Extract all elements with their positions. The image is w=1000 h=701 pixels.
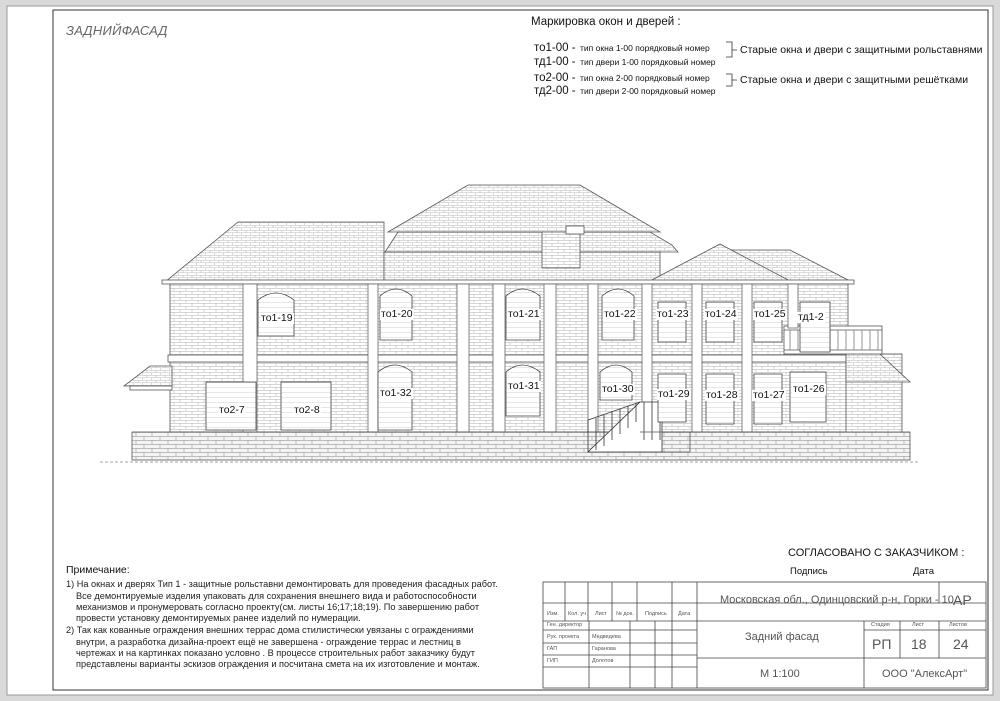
- window-mark: то2-8: [294, 404, 320, 416]
- window-mark: то1-30: [602, 383, 634, 395]
- legend-row: то1-00 - тип окна 1-00 порядковый номер: [534, 42, 710, 54]
- window-mark: то1-25: [754, 308, 786, 320]
- chimney: [542, 232, 580, 268]
- door-td1-2: [800, 302, 830, 352]
- tb-col: Подпись: [645, 611, 667, 617]
- window-mark: то1-32: [380, 387, 412, 399]
- note-line: чертежах и на картинках показано условно . В процессе строительных работ заказчику будут: [76, 648, 475, 658]
- stone-plinth: [132, 432, 910, 460]
- drawing-name: Задний фасад: [745, 631, 819, 643]
- tb-col: Лист: [595, 611, 607, 617]
- section-code: АР: [953, 592, 972, 608]
- window-mark: то2-7: [219, 404, 245, 416]
- window-mark: тд1-2: [798, 311, 824, 323]
- tb-role: ГАП: [547, 646, 558, 652]
- sheets-total: 24: [953, 636, 969, 652]
- project-address: Московская обл., Одинцовский р-н, Горки - 10: [720, 594, 954, 606]
- sheet-number: 18: [911, 636, 927, 652]
- notes-heading: Примечание:: [66, 564, 130, 576]
- tb-role: Рук. проекта: [547, 634, 580, 640]
- note-line: механизмов и пронумеровать согласно проекту(см. листы 16;17;18;19). По завершению работ: [76, 602, 480, 612]
- note-line: Все демонтируемые изделия упаковать для сохранения внешнего вида и работоспособности: [76, 591, 477, 601]
- note-line: провести установку демонтируемых ранее изделий по нумерации.: [76, 613, 361, 623]
- sheet-title: ЗАДНИЙФАСАД: [66, 23, 168, 38]
- legend-heading: Маркировка окон и дверей :: [531, 16, 681, 28]
- window-mark: то1-23: [657, 308, 689, 320]
- legend-row: тд2-00 - тип двери 2-00 порядковый номер: [534, 85, 716, 97]
- window-mark: то1-19: [261, 312, 293, 324]
- legend-row: тд1-00 - тип двери 1-00 порядковый номер: [534, 56, 716, 68]
- tb-col: Кол. уч: [568, 611, 587, 617]
- window-mark: то1-21: [508, 308, 540, 320]
- window-mark: то1-22: [604, 308, 636, 320]
- tb-name: Гаранова: [592, 646, 616, 652]
- tb-col: Дата: [678, 611, 691, 617]
- middle-roof-band: [384, 252, 660, 282]
- tb-role: Ген. директор: [547, 622, 583, 628]
- stage-value: РП: [872, 636, 892, 652]
- tb-role: ГИП: [547, 658, 558, 664]
- sheet-label: Лист: [912, 622, 924, 628]
- sheets-label: Листов: [949, 622, 967, 628]
- company-name: ООО "АлексАрт": [882, 668, 968, 680]
- window-mark: то1-26: [793, 383, 825, 395]
- tb-name: Долотов: [592, 658, 614, 664]
- legend-group-grilles: Старые окна и двери с защитными решётками: [740, 74, 969, 86]
- drawing-scale: М 1:100: [760, 668, 800, 680]
- legend-group-shutters: Старые окна и двери с защитными рольставнями: [740, 44, 983, 56]
- note-line: внутри, а разработка дизайна-проект ещё не завершена - ограждение террас и лестниц в: [76, 637, 461, 647]
- tb-col: Изм.: [547, 611, 559, 617]
- tb-col: № док.: [616, 611, 634, 617]
- legend-row: то2-00 - тип окна 2-00 порядковый номер: [534, 72, 710, 84]
- approval-heading: СОГЛАСОВАНО С ЗАКАЗЧИКОМ :: [788, 547, 965, 559]
- note-line: представлены варианты эскизов ограждения и посчитана смета на их изготовление и монтаж.: [76, 659, 480, 669]
- note-line: 1) На окнах и дверях Тип 1 - защитные рольставни демонтировать для проведения фасадных работ.: [66, 579, 498, 589]
- window-mark: то1-31: [508, 380, 540, 392]
- central-roof: [385, 232, 678, 252]
- window-mark: то1-27: [753, 389, 785, 401]
- window-mark: то1-28: [706, 389, 738, 401]
- window-mark: то1-20: [381, 308, 413, 320]
- window-mark: то1-24: [705, 308, 737, 320]
- window-mark: то1-29: [658, 388, 690, 400]
- date-label: Дата: [913, 566, 935, 577]
- window-to1-26: [790, 372, 826, 422]
- signature-label: Подпись: [790, 566, 828, 577]
- stage-label: Стадия: [871, 622, 890, 628]
- note-line: 2) Так как кованные ограждения внешних террас дома стилистически увязаны с ограждениями: [66, 625, 474, 635]
- tb-name: Медведева: [592, 634, 621, 640]
